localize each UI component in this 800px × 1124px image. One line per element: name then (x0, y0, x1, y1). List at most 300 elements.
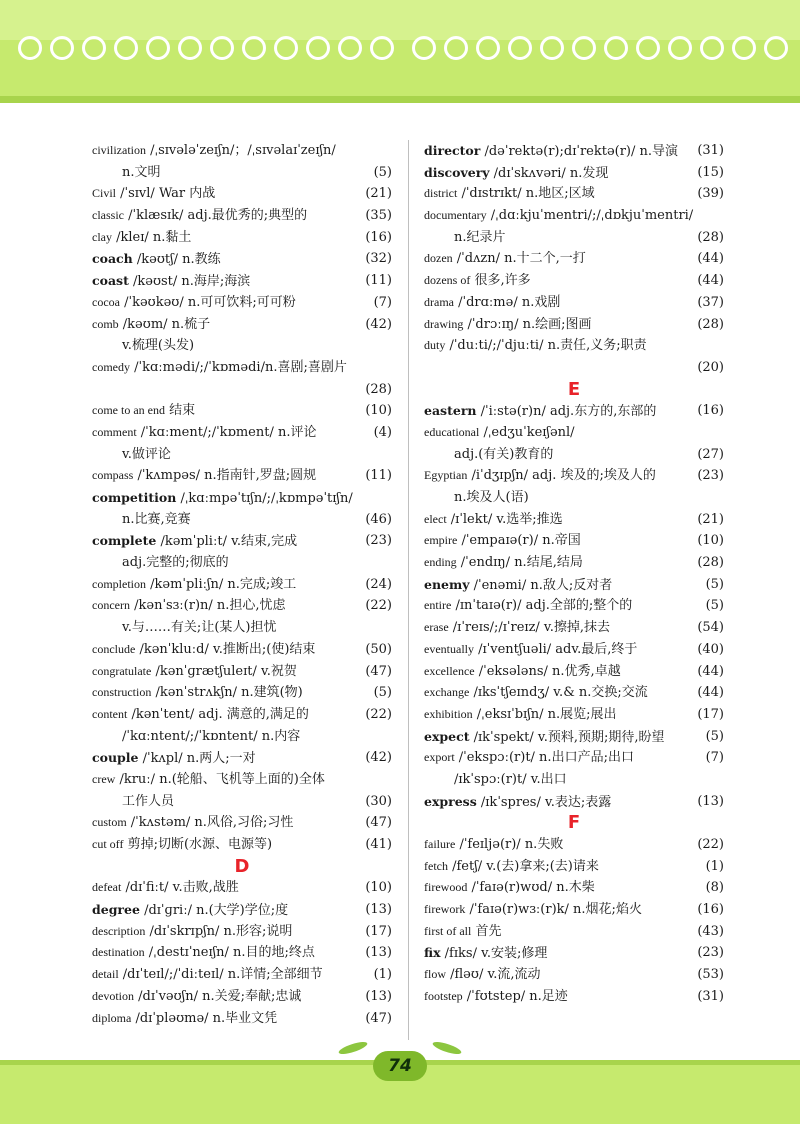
entry-definition: /ˈkʌpl/ n.两人;一对 (138, 751, 256, 767)
unit-reference: (23) (697, 468, 724, 484)
entry-definition: v.与……有关;让(某人)担忧 (122, 620, 277, 636)
glossary-continuation (92, 552, 392, 574)
headword: expect (424, 728, 470, 744)
entry-definition: /ˈfʊtstep/ n.足迹 (462, 988, 568, 1004)
glossary-entry (424, 574, 724, 596)
glossary-entry (92, 574, 392, 596)
unit-reference: (8) (705, 880, 724, 896)
binder-ring-icon (764, 36, 788, 60)
glossary-continuation (92, 617, 392, 639)
headword: diploma (92, 1010, 132, 1025)
column-divider (408, 140, 409, 1040)
headword: completion (92, 576, 146, 591)
headword: eastern (424, 403, 477, 419)
headword: director (424, 143, 481, 158)
unit-reference: (23) (697, 945, 724, 961)
glossary-entry (424, 726, 724, 748)
unit-reference: (21) (697, 511, 724, 527)
glossary-entry (424, 552, 724, 574)
unit-reference: (16) (365, 229, 392, 245)
glossary-entry (424, 617, 724, 639)
binder-ring-icon (508, 36, 532, 60)
glossary-entry (424, 964, 724, 986)
entry-definition: v.做评论 (122, 446, 171, 462)
glossary-entry (424, 747, 724, 769)
glossary-entry (92, 661, 392, 683)
glossary-entry (92, 682, 392, 704)
headword: classic (92, 208, 124, 223)
entry-definition: /ɪˈventʃuəli/ adv.最后,终于 (473, 641, 638, 657)
unit-reference: (31) (697, 988, 724, 1004)
unit-reference: (22) (365, 706, 392, 722)
entry-definition: /ˌdestɪˈneɪʃn/ n.目的地;终点 (144, 945, 315, 961)
entry-definition: /kəmˈpliːt/ v.结束,完成 (156, 534, 298, 550)
headword: district (424, 186, 458, 201)
glossary-entry (92, 465, 392, 487)
entry-definition: /ɪnˈtaɪə(r)/ adj.全部的;整个的 (451, 598, 633, 614)
unit-reference: (5) (705, 576, 724, 592)
entry-definition: /ˈduːti/;/ˈdjuːti/ n.责任,义务;职责 (445, 338, 647, 354)
glossary-entry (424, 140, 724, 162)
binder-ring-icon (210, 36, 234, 60)
entry-definition: 很多,许多 (470, 273, 531, 289)
unit-reference: (1) (705, 858, 724, 874)
glossary-entry (424, 270, 724, 292)
unit-reference: (20) (697, 359, 724, 375)
entry-definition: /ˈdrɔːɪŋ/ n.绘画;图画 (463, 316, 592, 332)
entry-definition: n.比赛,竞赛 (122, 511, 191, 527)
glossary-entry (92, 986, 392, 1008)
entry-definition: /ˈekspɔː(r)t/ n.出口产品;出口 (454, 750, 634, 766)
headword: failure (424, 837, 456, 851)
headword: elect (424, 511, 447, 526)
headword: firework (424, 902, 466, 917)
unit-reference: (40) (697, 641, 724, 657)
glossary-continuation (92, 791, 392, 813)
headword: coach (92, 251, 133, 267)
unit-reference: (43) (697, 923, 724, 939)
unit-reference: (13) (365, 988, 392, 1004)
binder-ring-icon (572, 36, 596, 60)
glossary-entry (92, 747, 392, 769)
glossary-entry (424, 682, 724, 704)
headword: defeat (92, 880, 122, 895)
entry-definition: /fɪks/ v.安装;修理 (440, 946, 548, 962)
glossary-entry (424, 530, 724, 552)
glossary-entry (424, 639, 724, 661)
entry-definition: /dɪˈɡriː/ n.(大学)学位;度 (139, 903, 289, 919)
glossary-entry (424, 314, 724, 336)
headword: enemy (424, 576, 470, 592)
glossary-column-right (424, 140, 724, 1008)
unit-reference: (21) (365, 186, 392, 202)
glossary-continuation (424, 227, 724, 249)
entry-definition: /ˈempaɪə(r)/ n.帝国 (457, 533, 581, 549)
unit-reference: (28) (697, 316, 724, 332)
headword: civilization (92, 143, 146, 157)
glossary-entry (424, 248, 724, 270)
entry-definition: /kruː/ n.(轮船、飞机等上面的)全体 (115, 771, 325, 787)
entry-definition: /ˈkəʊkəʊ/ n.可可饮料;可可粉 (119, 294, 296, 310)
headword: firewood (424, 880, 468, 895)
unit-reference: (31) (697, 143, 724, 158)
entry-definition: /fləʊ/ v.流,流动 (446, 967, 541, 983)
unit-reference: (30) (365, 793, 392, 809)
headword: export (424, 750, 455, 765)
unit-reference: (13) (697, 793, 724, 809)
glossary-continuation (424, 357, 724, 379)
unit-reference: (5) (373, 685, 392, 701)
glossary-entry (424, 205, 724, 227)
unit-reference: (22) (697, 837, 724, 852)
headword: compass (92, 468, 134, 483)
binder-ring-icon (604, 36, 628, 60)
entry-definition: /dɪˈskʌvəri/ n.发现 (489, 165, 609, 181)
unit-reference: (11) (365, 468, 392, 484)
unit-reference: (10) (365, 403, 392, 419)
glossary-entry (424, 704, 724, 726)
entry-definition: /ˈkɑːntent/;/ˈkɒntent/ n.内容 (122, 728, 301, 744)
glossary-entry (92, 487, 392, 509)
glossary-entry (424, 422, 724, 444)
headword: conclude (92, 641, 136, 656)
unit-reference: (11) (365, 273, 392, 289)
glossary-entry (424, 509, 724, 531)
unit-reference: (41) (365, 837, 392, 852)
glossary-continuation (92, 444, 392, 466)
headword: comb (92, 316, 119, 331)
headword: competition (92, 490, 177, 505)
headword: concern (92, 598, 130, 613)
binder-ring-icon (274, 36, 298, 60)
unit-reference: (37) (697, 294, 724, 310)
headword: couple (92, 750, 139, 766)
glossary-continuation (424, 444, 724, 466)
glossary-entry (424, 877, 724, 899)
headword: construction (92, 685, 152, 700)
page-number: 74 (373, 1051, 427, 1081)
glossary-entry (424, 292, 724, 314)
headword: fix (424, 945, 441, 961)
glossary-entry (92, 248, 392, 270)
glossary-entry (424, 183, 724, 205)
entry-definition: /ˈdrɑːmə/ n.戏剧 (453, 294, 561, 310)
unit-reference: (1) (373, 967, 392, 983)
headword: coast (92, 273, 129, 289)
binder-ring-icon (242, 36, 266, 60)
entry-definition: /ˈfaɪə(r)wɜː(r)k/ n.烟花;焰火 (465, 902, 642, 918)
glossary-entry (92, 140, 392, 162)
glossary-entry (92, 964, 392, 986)
headword: detail (92, 967, 119, 982)
binder-ring-icon (82, 36, 106, 60)
headword: come to an end (92, 403, 165, 418)
entry-definition: /ˈsɪvl/ War 内战 (116, 186, 216, 202)
entry-definition: /ˈkʌstəm/ n.风俗,习俗;习性 (126, 815, 294, 831)
entry-definition: /ˈiːstə(r)n/ adj.东方的,东部的 (476, 404, 657, 420)
headword: Civil (92, 186, 117, 201)
headword: comedy (92, 359, 130, 374)
glossary-entry (92, 270, 392, 292)
section-letter: E (567, 378, 581, 400)
entry-definition: /fetʃ/ v.(去)拿来;(去)请来 (447, 858, 599, 874)
unit-reference: (17) (365, 923, 392, 939)
headword: fetch (424, 858, 448, 873)
entry-definition: n.文明 (122, 164, 161, 180)
headword: description (92, 923, 146, 938)
entry-definition: adj.(有关)教育的 (454, 446, 554, 462)
glossary-continuation (92, 162, 392, 184)
header-band (0, 0, 800, 103)
entry-definition: /ɪkˈspɔː(r)t/ v.出口 (454, 771, 567, 787)
entry-definition: n.纪录片 (454, 229, 506, 245)
entry-definition: /ˌdɑːkjuˈmentri/;/ˌdɒkjuˈmentri/ (486, 208, 694, 224)
glossary-entry (92, 877, 392, 899)
entry-definition: /ˌsɪvələˈzeɪʃn/；/ˌsɪvəlaɪˈzeɪʃn/ (145, 143, 336, 158)
entry-definition: n.埃及人(语) (454, 490, 529, 505)
binder-ring-icon (114, 36, 138, 60)
glossary-continuation (92, 335, 392, 357)
entry-definition: /ˈfaɪə(r)wʊd/ n.木柴 (467, 880, 595, 896)
binder-ring-icon (732, 36, 756, 60)
headword: congratulate (92, 663, 152, 678)
headword: drama (424, 294, 454, 309)
entry-definition: 首先 (471, 923, 502, 939)
unit-reference: (42) (365, 316, 392, 332)
entry-definition: /ˈeksələns/ n.优秀,卓越 (474, 663, 621, 679)
entry-definition: /kənˈsɜː(r)n/ n.担心,忧虑 (129, 598, 286, 614)
unit-reference: (24) (365, 576, 392, 592)
unit-reference: (23) (365, 533, 392, 549)
glossary-entry (92, 899, 392, 921)
glossary-entry (424, 921, 724, 943)
section-letter: D (234, 855, 250, 877)
section-letter: F (567, 812, 581, 834)
headword: excellence (424, 663, 475, 678)
glossary-entry (92, 769, 392, 791)
headword: educational (424, 424, 480, 439)
entry-definition: /dəˈrektə(r);dɪˈrektə(r)/ n.导演 (480, 144, 679, 159)
glossary-entry (92, 530, 392, 552)
entry-definition: /ˈkʌmpəs/ n.指南针,罗盘;圆规 (133, 468, 317, 484)
headword: documentary (424, 208, 487, 223)
headword: complete (92, 533, 157, 549)
glossary-entry (424, 942, 724, 964)
unit-reference: (44) (697, 663, 724, 679)
glossary-entry (92, 812, 392, 834)
glossary-continuation (92, 509, 392, 531)
unit-reference: (4) (373, 424, 392, 440)
unit-reference: (13) (365, 902, 392, 918)
unit-reference: (47) (365, 815, 392, 831)
glossary-entry (424, 899, 724, 921)
headword: discovery (424, 164, 490, 180)
unit-reference: (54) (697, 620, 724, 636)
unit-reference: (5) (373, 164, 392, 180)
glossary-continuation (92, 726, 392, 748)
entry-definition: /ɪksˈtʃeɪndʒ/ v.& n.交换;交流 (469, 685, 648, 701)
entry-definition: 结束 (164, 403, 196, 419)
headword: drawing (424, 316, 464, 331)
headword: footstep (424, 988, 463, 1003)
entry-definition: /dɪˈfiːt/ v.击败,战胜 (121, 880, 239, 896)
unit-reference: (28) (697, 555, 724, 571)
headword: entire (424, 598, 452, 613)
entry-definition: /ɪˈlekt/ v.选举;推选 (446, 511, 563, 527)
binder-ring-icon (306, 36, 330, 60)
unit-reference: (28) (697, 229, 724, 245)
entry-definition: 剪掉;切断(水源、电源等) (123, 837, 273, 852)
binder-ring-icon (668, 36, 692, 60)
binder-ring-icon (540, 36, 564, 60)
headword: duty (424, 338, 446, 353)
glossary-entry (424, 661, 724, 683)
headword: cut off (92, 837, 124, 851)
glossary-continuation (424, 487, 724, 509)
headword: erase (424, 620, 449, 635)
leaf-decoration-left-icon (337, 1040, 368, 1057)
binder-ring-icon (444, 36, 468, 60)
glossary-entry (424, 400, 724, 422)
unit-reference: (28) (365, 381, 392, 397)
unit-reference: (47) (365, 1010, 392, 1026)
entry-definition: /ɪkˈspres/ v.表达;表露 (476, 794, 612, 810)
entry-definition: /ˈfeɪljə(r)/ n.失败 (455, 837, 564, 852)
unit-reference: (32) (365, 251, 392, 267)
glossary-entry (92, 942, 392, 964)
headword: comment (92, 424, 137, 439)
header-sheen (0, 0, 800, 40)
headword: devotion (92, 988, 134, 1003)
entry-definition: /dɪˈteɪl/;/ˈdiːteɪl/ n.详情;全部细节 (118, 967, 323, 983)
entry-definition: /dɪˈskrɪpʃn/ n.形容;说明 (145, 923, 293, 939)
entry-definition: /dɪˈvəʊʃn/ n.关爱;奉献;忠诚 (134, 988, 302, 1004)
entry-definition: /kəmˈpliːʃn/ n.完成;竣工 (146, 576, 297, 592)
headword: crew (92, 771, 116, 786)
entry-definition: /ɪkˈspekt/ v.预料,预期;期待,盼望 (469, 729, 665, 745)
binder-ring-icon (18, 36, 42, 60)
headword: exhibition (424, 706, 473, 721)
unit-reference: (27) (697, 446, 724, 462)
headword: dozens of (424, 273, 471, 288)
headword: eventually (424, 641, 474, 656)
entry-definition: v.梳理(头发) (122, 338, 195, 354)
unit-reference: (10) (365, 880, 392, 896)
unit-reference: (13) (365, 945, 392, 961)
entry-definition: /ɪˈreɪs/;/ɪˈreɪz/ v.擦掉,抹去 (448, 620, 611, 636)
binder-rings (18, 36, 798, 66)
headword: first of all (424, 923, 472, 938)
glossary-entry (424, 834, 724, 856)
glossary-entry (92, 183, 392, 205)
unit-reference: (5) (705, 728, 724, 744)
entry-definition: /kəʊst/ n.海岸;海滨 (128, 274, 251, 290)
glossary-entry (92, 1008, 392, 1030)
entry-definition: /ˈendɪŋ/ n.结尾,结局 (456, 555, 583, 571)
unit-reference: (16) (697, 403, 724, 419)
entry-definition: /ˌeksɪˈbɪʃn/ n.展览;展出 (472, 706, 617, 722)
headword: empire (424, 533, 458, 548)
unit-reference: (39) (697, 186, 724, 202)
entry-definition: /ˈklæsɪk/ adj.最优秀的;典型的 (124, 208, 308, 224)
glossary-entry (424, 595, 724, 617)
glossary-entry (92, 314, 392, 336)
glossary-continuation (92, 379, 392, 401)
headword: Egyptian (424, 468, 468, 483)
entry-definition: /ˈkɑːment/;/ˈkɒment/ n.评论 (136, 424, 317, 440)
entry-definition: /dɪˈpləʊmə/ n.毕业文凭 (131, 1010, 278, 1026)
binder-ring-icon (338, 36, 362, 60)
glossary-entry (92, 205, 392, 227)
headword: degree (92, 902, 140, 918)
headword: express (424, 793, 477, 809)
glossary-entry (92, 921, 392, 943)
headword: content (92, 706, 128, 721)
unit-reference: (44) (697, 273, 724, 289)
glossary-entry (92, 639, 392, 661)
leaf-decoration-right-icon (431, 1040, 462, 1057)
entry-definition: /ˈenəmi/ n.敌人;反对者 (469, 577, 613, 593)
entry-definition: /ˈdɪstrɪkt/ n.地区;区域 (457, 186, 595, 202)
unit-reference: (22) (365, 598, 392, 614)
entry-definition: /ˌkɑːmpəˈtɪʃn/;/ˌkɒmpəˈtɪʃn/ (176, 491, 353, 506)
binder-ring-icon (178, 36, 202, 60)
unit-reference: (53) (697, 967, 724, 983)
glossary-entry (92, 704, 392, 726)
unit-reference: (7) (373, 294, 392, 310)
entry-definition: /kənˈɡrætʃuleɪt/ v.祝贺 (151, 663, 297, 679)
entry-definition: /kəʊtʃ/ n.教练 (132, 252, 221, 268)
entry-definition: /kəʊm/ n.梳子 (118, 316, 211, 332)
headword: cocoa (92, 294, 120, 309)
glossary-entry (92, 227, 392, 249)
unit-reference: (46) (365, 511, 392, 527)
glossary-entry (424, 986, 724, 1008)
unit-reference: (5) (705, 598, 724, 614)
unit-reference: (15) (697, 164, 724, 180)
headword: ending (424, 555, 457, 570)
entry-definition: /kənˈtent/ adj. 满意的,满足的 (127, 706, 309, 722)
binder-ring-icon (700, 36, 724, 60)
entry-definition: /ˌedʒuˈkeɪʃənl/ (479, 424, 575, 440)
headword: custom (92, 815, 127, 830)
unit-reference: (44) (697, 685, 724, 701)
entry-definition: /ˈkɑːmədi/;/ˈkɒmədi/n.喜剧;喜剧片 (130, 359, 347, 375)
headword: exchange (424, 685, 470, 700)
headword: destination (92, 945, 145, 960)
glossary-entry (424, 335, 724, 357)
entry-definition: adj.完整的;彻底的 (122, 555, 229, 571)
glossary-entry (424, 856, 724, 878)
binder-ring-icon (476, 36, 500, 60)
glossary-continuation (424, 769, 724, 791)
binder-ring-icon (370, 36, 394, 60)
headword: flow (424, 967, 446, 982)
glossary-entry (92, 400, 392, 422)
unit-reference: (44) (697, 251, 724, 267)
glossary-entry (92, 834, 392, 856)
unit-reference: (35) (365, 208, 392, 224)
binder-ring-icon (50, 36, 74, 60)
headword: dozen (424, 251, 453, 266)
glossary-entry (92, 422, 392, 444)
unit-reference: (17) (697, 706, 724, 722)
glossary-entry (92, 357, 392, 379)
unit-reference: (50) (365, 641, 392, 657)
glossary-entry (92, 595, 392, 617)
header-edge (0, 96, 800, 103)
unit-reference: (16) (697, 902, 724, 918)
